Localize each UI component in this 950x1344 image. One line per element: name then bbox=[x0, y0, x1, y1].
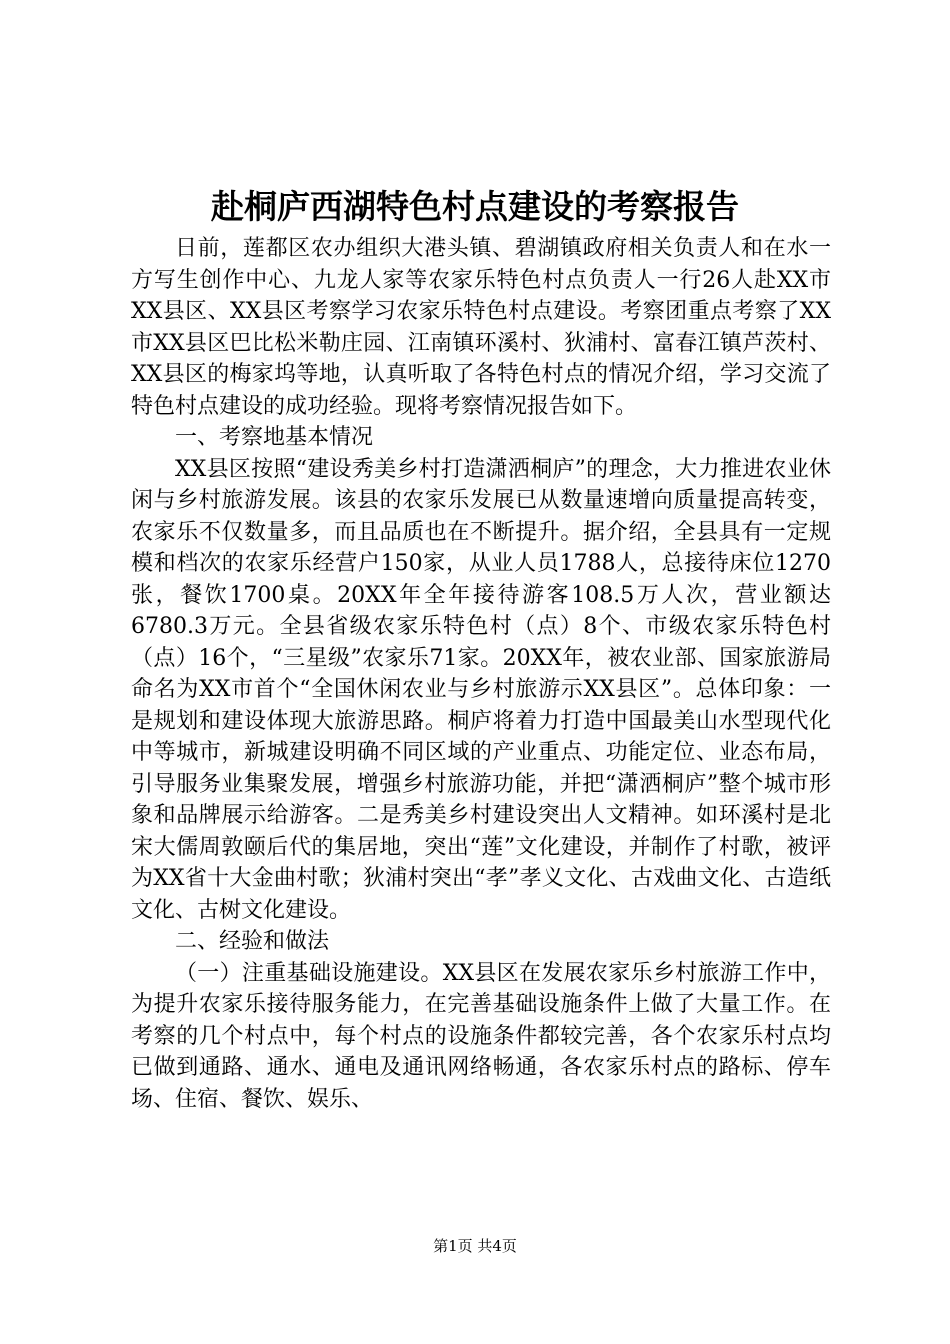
paragraph-infrastructure: （一）注重基础设施建设。XX县区在发展农家乐乡村旅游工作中，为提升农家乐接待服务能力，在完善基础设施条件上做了大量工作。在考察的几个村点中，每个村点的设施条件都较完善，各个农家乐村点均已做到通路、通水、通电及通讯网络畅通，各农家乐村点的路标、停车场、住宿、餐饮、娱乐、 bbox=[131, 960, 831, 1112]
page-footer: 第1页 共4页 bbox=[433, 1237, 517, 1255]
document-body bbox=[131, 233, 831, 1115]
section-heading-1: 一、考察地基本情况 bbox=[175, 425, 374, 450]
paragraph-intro: 日前，莲都区农办组织大港头镇、碧湖镇政府相关负责人和在水一方写生创作中心、九龙人家等农家乐特色村点负责人一行26人赴XX市XX县区、XX县区考察学习农家乐特色村点建设。考察团重点考察了XX市XX县区巴比松米勒庄园、江南镇环溪村、狄浦村、富春江镇芦茨村、XX县区的梅家坞等地，认真听取了各特色村点的情况介绍，学习交流了特色村点建设的成功经验。现将考察情况报告如下。 bbox=[131, 236, 831, 419]
document-title: 赴桐庐西湖特色村点建设的考察报告 bbox=[211, 187, 739, 226]
paragraph-basic-situation: XX县区按照“建设秀美乡村打造潇洒桐庐”的理念，大力推进农业休闲与乡村旅游发展。该县的农家乐发展已从数量速增向质量提高转变，农家乐不仅数量多，而且品质也在不断提升。据介绍，全县具有一定规模和档次的农家乐经营户150家，从业人员1788人，总接待床位1270张，餐饮1700桌。20XX年全年接待游客108.5万人次，营业额达6780.3万元。全县省级农家乐特色村（点）8个、市级农家乐特色村（点）16个，“三星级”农家乐71家。20XX年，被农业部、国家旅游局命名为XX市首个“全国休闲农业与乡村旅游示XX县区”。总体印象：一是规划和建设体现大旅游思路。桐庐将着力打造中国最美山水型现代化中等城市，新城建设明确不同区域的产业重点、功能定位、业态布局，引导服务业集聚发展，增强乡村旅游功能，并把“潇洒桐庐”整个城市形象和品牌展示给游客。二是秀美乡村建设突出人文精神。如环溪村是北宋大儒周敦颐后代的集居地，突出“莲”文化建设，并制作了村歌，被评为XX省十大金曲村歌；狄浦村突出“孝”孝义文化、古戏曲文化、古造纸文化、古树文化建设。 bbox=[131, 456, 831, 923]
section-heading-2: 二、经验和做法 bbox=[175, 929, 330, 954]
